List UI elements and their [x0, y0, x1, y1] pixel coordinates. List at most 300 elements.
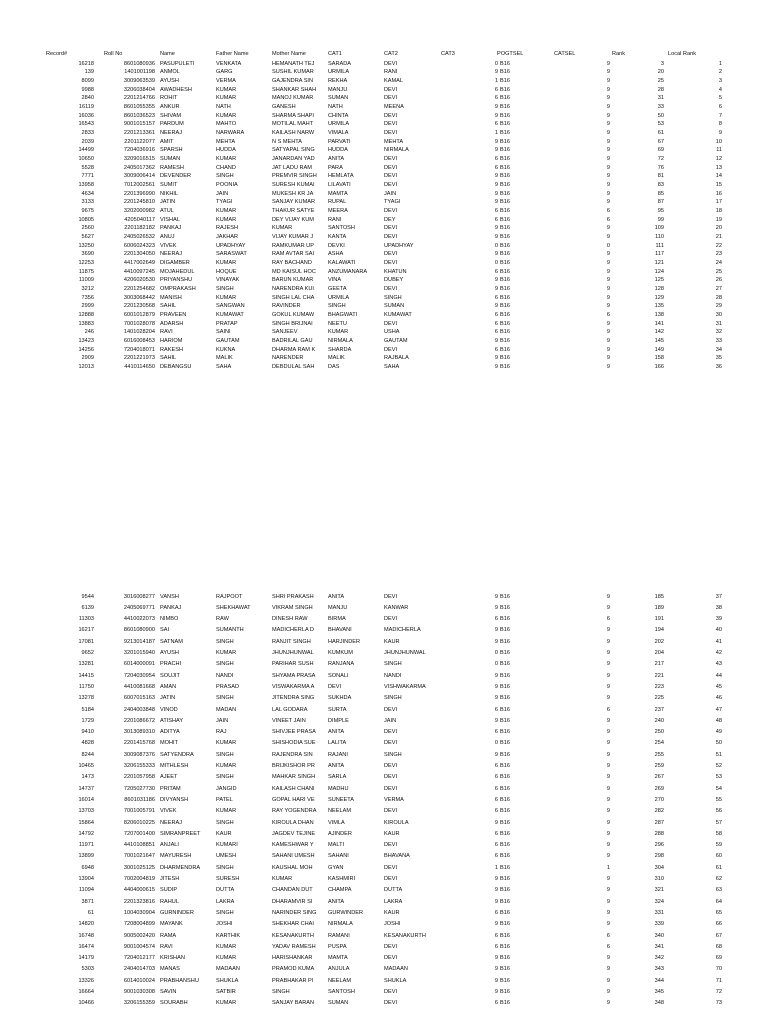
record-cell: 13904 — [78, 876, 94, 882]
cat1-cell: MALIK — [328, 355, 345, 362]
header-name: Name — [160, 51, 175, 57]
table-row — [0, 129, 768, 137]
name-cell: ROHIT — [160, 95, 178, 102]
mother-name-cell: LAL GODARA — [272, 706, 308, 713]
pogtsel-number-cell: 6 — [494, 774, 498, 781]
cat1-cell: ANITA — [328, 729, 345, 736]
pogtsel-number-cell: 9 — [494, 876, 498, 882]
record-cell: 2833 — [81, 129, 94, 136]
rank-cell: 250 — [654, 729, 664, 736]
roll-no-cell: 9005002420 — [123, 932, 155, 939]
name-cell: PRIYANSHU — [160, 277, 193, 284]
pogtsel-code-cell: B16 — [500, 695, 510, 702]
record-cell: 13883 — [78, 320, 94, 327]
name-cell: DIVYANSH — [160, 796, 189, 803]
mother-name-cell: VIKRAM SINGH — [272, 604, 313, 611]
catsel-cell: 9 — [606, 129, 610, 136]
local-rank-cell: 50 — [715, 740, 722, 747]
local-rank-cell: 4 — [718, 86, 722, 93]
roll-no-cell: 4206020530 — [123, 277, 155, 284]
header-roll-no: Roll No — [104, 51, 123, 57]
rank-cell: 194 — [654, 627, 664, 634]
roll-no-cell: 3003068442 — [123, 294, 155, 301]
record-cell: 14737 — [78, 785, 94, 792]
rank-cell: 342 — [654, 955, 664, 962]
pogtsel-number-cell: 0 — [494, 242, 498, 249]
father-name-cell: SHEKHAWAT — [216, 604, 251, 611]
father-name-cell: HUDDA — [216, 147, 236, 154]
pogtsel-number-cell: 9 — [494, 190, 498, 197]
pogtsel-code-cell: B16 — [500, 943, 510, 950]
catsel-cell: 9 — [606, 638, 610, 645]
rank-cell: 25 — [657, 77, 664, 84]
local-rank-cell: 21 — [715, 233, 722, 240]
roll-no-cell: 2201415768 — [123, 740, 155, 747]
pogtsel-number-cell: 0 — [494, 259, 498, 266]
roll-no-cell: 2201304050 — [123, 251, 155, 258]
cat1-cell: KUMAR — [328, 329, 349, 336]
name-cell: SUMAN — [160, 155, 181, 162]
cat2-cell: SUMAN — [384, 303, 405, 310]
pogtsel-number-cell: 9 — [494, 138, 498, 145]
pogtsel-code-cell: B16 — [500, 251, 510, 258]
record-cell: 13423 — [78, 337, 94, 344]
mother-name-cell: MANOJ KUMAR — [272, 95, 314, 102]
local-rank-cell: 39 — [715, 616, 722, 623]
cat2-cell: BHAVANA — [384, 853, 410, 860]
name-cell: VIVEK — [160, 808, 177, 815]
cat1-cell: NEELAM — [328, 977, 352, 984]
rank-cell: 191 — [654, 616, 664, 623]
cat2-cell: KIROULA — [384, 819, 409, 826]
local-rank-cell: 48 — [715, 717, 722, 724]
cat2-cell: GAUTAM — [384, 337, 408, 344]
header-rank: Rank — [612, 51, 626, 57]
cat1-cell: HUDDA — [328, 147, 348, 154]
name-cell: GURNINDER — [160, 909, 194, 916]
table-row — [0, 773, 768, 781]
father-name-cell: POONIA — [216, 181, 238, 188]
catsel-cell: 9 — [606, 785, 610, 792]
mother-name-cell: MUKESH KR JA — [272, 190, 314, 197]
record-cell: 12253 — [78, 259, 94, 266]
pogtsel-code-cell: B16 — [500, 717, 510, 724]
catsel-cell: 9 — [606, 774, 610, 781]
cat1-cell: KASHMIRI — [328, 876, 356, 882]
cat2-cell: DEVI — [384, 808, 398, 815]
table-row — [0, 875, 768, 883]
local-rank-cell: 33 — [715, 337, 722, 344]
name-cell: NIMBO — [160, 616, 179, 623]
roll-no-cell: 8206010225 — [123, 819, 155, 826]
catsel-cell: 9 — [606, 199, 610, 206]
table-row — [0, 354, 768, 362]
father-name-cell: KUMAR — [216, 86, 237, 93]
cat2-cell: DEVI — [384, 740, 398, 747]
cat2-cell: DEVI — [384, 616, 398, 623]
name-cell: PRABHANSHU — [160, 977, 199, 984]
local-rank-cell: 5 — [718, 95, 722, 102]
father-name-cell: RAJ — [216, 729, 227, 736]
rank-cell: 341 — [654, 943, 664, 950]
mother-name-cell: NARENDER — [272, 355, 304, 362]
father-name-cell: SANGWAN — [216, 303, 245, 310]
pogtsel-code-cell: B16 — [500, 337, 510, 344]
rank-cell: 259 — [654, 763, 664, 769]
father-name-cell: VENKATA — [216, 60, 242, 67]
mother-name-cell: MOTILAL MAHT — [272, 121, 314, 128]
local-rank-cell: 26 — [715, 277, 722, 284]
record-cell: 10465 — [78, 763, 94, 769]
local-rank-cell: 51 — [715, 751, 722, 758]
cat2-cell: KAUR — [384, 638, 400, 645]
table-row — [0, 233, 768, 241]
record-cell: 10466 — [78, 1000, 94, 1007]
mother-name-cell: JITENDRA SING — [272, 695, 315, 702]
rank-cell: 3 — [660, 60, 664, 67]
header-record: Record# — [46, 51, 68, 57]
mother-name-cell: PRAMOD KUMA — [272, 966, 315, 973]
local-rank-cell: 27 — [715, 285, 722, 292]
table-row — [0, 886, 768, 894]
cat2-cell: JAIN — [384, 717, 397, 724]
pogtsel-number-cell: 6 — [494, 842, 498, 849]
record-cell: 11971 — [78, 842, 94, 849]
catsel-cell: 9 — [606, 277, 610, 284]
local-rank-cell: 29 — [715, 303, 722, 310]
cat1-cell: NEETU — [328, 320, 347, 327]
mother-name-cell: NARINDER SING — [272, 909, 317, 916]
record-cell: 7771 — [81, 173, 94, 180]
cat1-cell: VINA — [328, 277, 342, 284]
cat1-cell: MALTI — [328, 842, 345, 849]
record-cell: 8244 — [81, 751, 94, 758]
pogtsel-code-cell: B16 — [500, 966, 510, 973]
record-cell: 14415 — [78, 672, 94, 679]
cat2-cell: DEVI — [384, 225, 398, 232]
mother-name-cell: GANESH — [272, 103, 296, 110]
cat2-cell: DEVI — [384, 864, 398, 871]
catsel-cell: 9 — [606, 898, 610, 905]
cat2-cell: VERMA — [384, 796, 404, 803]
cat1-cell: MEERA — [328, 207, 348, 214]
catsel-cell: 9 — [606, 337, 610, 344]
name-cell: AWADHESH — [160, 86, 192, 93]
pogtsel-number-cell: 9 — [494, 627, 498, 634]
table-row — [0, 242, 768, 250]
name-cell: SUDIP — [160, 887, 178, 894]
pogtsel-code-cell: B16 — [500, 830, 510, 837]
record-cell: 5184 — [81, 706, 94, 713]
pogtsel-code-cell: B16 — [500, 706, 510, 713]
local-rank-cell: 60 — [715, 853, 722, 860]
roll-no-cell: 2405017362 — [123, 164, 155, 171]
cat1-cell: ANJULA — [328, 966, 350, 973]
roll-no-cell: 7204012177 — [123, 955, 155, 962]
local-rank-cell: 67 — [715, 932, 722, 939]
pogtsel-code-cell: B16 — [500, 138, 510, 145]
local-rank-cell: 35 — [715, 355, 722, 362]
catsel-cell: 9 — [606, 921, 610, 928]
table-row — [0, 977, 768, 985]
pogtsel-code-cell: B16 — [500, 285, 510, 292]
father-name-cell: KUMARI — [216, 842, 238, 849]
table-row — [0, 68, 768, 76]
roll-no-cell: 2201122077 — [124, 138, 155, 145]
roll-no-cell: 1004030904 — [123, 909, 155, 916]
cat1-cell: GURWINDER — [328, 909, 364, 916]
mother-name-cell: NARENDRA KUI — [272, 285, 314, 292]
pogtsel-number-cell: 6 — [494, 268, 498, 275]
pogtsel-number-cell: 6 — [494, 155, 498, 162]
table-row — [0, 216, 768, 224]
table-row — [0, 706, 768, 714]
name-cell: SHIVAM — [160, 112, 182, 119]
pogtsel-code-cell: B16 — [500, 627, 510, 634]
roll-no-cell: 3001025125 — [123, 864, 155, 871]
cat1-cell: SANTOSH — [328, 989, 355, 995]
record-cell: 2039 — [81, 138, 94, 145]
cat2-cell: DEVI — [384, 785, 398, 792]
rank-cell: 109 — [654, 225, 664, 232]
mother-name-cell: KAMESHWAR Y — [272, 842, 314, 849]
father-name-cell: SATBIR — [216, 989, 236, 995]
cat1-cell: NEELAM — [328, 808, 352, 815]
roll-no-cell: 2201182182 — [124, 225, 155, 232]
catsel-cell: 9 — [606, 876, 610, 882]
cat1-cell: BHAVANI — [328, 627, 352, 634]
name-cell: RAMA — [160, 932, 177, 939]
record-cell: 16119 — [78, 103, 94, 110]
local-rank-cell: 14 — [715, 173, 722, 180]
record-cell: 3212 — [81, 285, 94, 292]
pogtsel-code-cell: B16 — [500, 303, 510, 310]
record-cell: 9410 — [81, 729, 94, 736]
father-name-cell: KUMAR — [216, 112, 237, 119]
cat2-cell: DEVI — [384, 164, 398, 171]
local-rank-cell: 32 — [715, 329, 722, 336]
roll-no-cell: 2201214766 — [123, 95, 155, 102]
catsel-cell: 9 — [606, 955, 610, 962]
father-name-cell: VINAYAK — [216, 277, 240, 284]
pogtsel-code-cell: B16 — [500, 977, 510, 984]
pogtsel-number-cell: 6 — [494, 207, 498, 214]
local-rank-cell: 52 — [715, 763, 722, 769]
local-rank-cell: 17 — [715, 199, 722, 206]
pogtsel-code-cell: B16 — [500, 121, 510, 128]
record-cell: 13278 — [78, 695, 94, 702]
table-row — [0, 864, 768, 872]
mother-name-cell: KUMAR — [272, 876, 293, 882]
catsel-cell: 9 — [606, 989, 610, 995]
roll-no-cell: 9213014187 — [123, 638, 155, 645]
rank-cell: 128 — [654, 285, 664, 292]
pogtsel-number-cell: 9 — [494, 989, 498, 995]
mother-name-cell: SHYAMA PRASA — [272, 672, 316, 679]
pogtsel-code-cell: B16 — [500, 277, 510, 284]
catsel-cell: 9 — [606, 627, 610, 634]
catsel-cell: 9 — [606, 695, 610, 702]
cat2-cell: LAKRA — [384, 898, 403, 905]
record-cell: 6139 — [81, 604, 94, 611]
pogtsel-code-cell: B16 — [500, 808, 510, 815]
cat2-cell: KAMAL — [384, 77, 403, 84]
father-name-cell: SINGH — [216, 864, 234, 871]
father-name-cell: KUMAR — [216, 808, 237, 815]
pogtsel-number-cell: 6 — [494, 932, 498, 939]
name-cell: RAVI — [160, 329, 173, 336]
name-cell: JATIN — [160, 199, 176, 206]
mother-name-cell: SANJEEV — [272, 329, 298, 336]
mother-name-cell: KAILASH NARW — [272, 129, 315, 136]
local-rank-cell: 63 — [715, 887, 722, 894]
name-cell: OMPRAKASH — [160, 285, 196, 292]
catsel-cell: 6 — [606, 207, 610, 214]
pogtsel-code-cell: B16 — [500, 60, 510, 67]
pogtsel-code-cell: B16 — [500, 259, 510, 266]
cat2-cell: DEVI — [384, 129, 398, 136]
local-rank-cell: 71 — [715, 977, 722, 984]
local-rank-cell: 47 — [715, 706, 722, 713]
father-name-cell: VERMA — [216, 77, 236, 84]
pogtsel-code-cell: B16 — [500, 774, 510, 781]
father-name-cell: UPADHYAY — [216, 242, 246, 249]
local-rank-cell: 20 — [715, 225, 722, 232]
catsel-cell: 6 — [606, 311, 610, 318]
cat2-cell: DEVI — [384, 233, 398, 240]
father-name-cell: KUMAR — [216, 943, 237, 950]
rank-cell: 111 — [655, 242, 664, 249]
rank-cell: 117 — [655, 251, 664, 258]
local-rank-cell: 7 — [718, 112, 722, 119]
catsel-cell: 9 — [606, 830, 610, 837]
cat1-cell: MAMTA — [328, 955, 348, 962]
pogtsel-code-cell: B16 — [500, 876, 510, 882]
name-cell: JITESH — [160, 876, 180, 882]
pogtsel-number-cell: 9 — [494, 337, 498, 344]
rank-cell: 141 — [654, 320, 664, 327]
catsel-cell: 9 — [606, 842, 610, 849]
local-rank-cell: 41 — [715, 638, 722, 645]
name-cell: MANISH — [160, 294, 182, 301]
catsel-cell: 9 — [606, 909, 610, 916]
mother-name-cell: N S MEHTA — [272, 138, 303, 145]
pogtsel-code-cell: B16 — [500, 294, 510, 301]
cat2-cell: DUBEY — [384, 277, 404, 284]
name-cell: VINOD — [160, 706, 178, 713]
pogtsel-code-cell: B16 — [500, 616, 510, 623]
roll-no-cell: 8601031186 — [124, 796, 155, 803]
cat2-cell: DEVI — [384, 155, 398, 162]
father-name-cell: SINGH — [216, 774, 234, 781]
father-name-cell: SINGH — [216, 638, 234, 645]
pogtsel-code-cell: B16 — [500, 796, 510, 803]
catsel-cell: 9 — [606, 173, 610, 180]
cat2-cell: DEVI — [384, 593, 398, 600]
roll-no-cell: 6014010024 — [123, 977, 155, 984]
rank-cell: 67 — [657, 138, 664, 145]
catsel-cell: 9 — [606, 593, 610, 600]
header-row — [0, 50, 768, 58]
rank-cell: 72 — [657, 155, 664, 162]
cat1-cell: URMILA — [328, 121, 350, 128]
local-rank-cell: 38 — [715, 604, 722, 611]
catsel-cell: 9 — [606, 661, 610, 668]
name-cell: SAVIN — [160, 989, 177, 995]
roll-no-cell: 2404014703 — [123, 966, 155, 973]
roll-no-cell: 1401028204 — [123, 329, 155, 336]
mother-name-cell: MD KAISUL HOC — [272, 268, 316, 275]
mother-name-cell: PRABHAKAR PI — [272, 977, 314, 984]
roll-no-cell: 2201221973 — [123, 355, 155, 362]
roll-no-cell: 9001015157 — [123, 121, 155, 128]
name-cell: DHARMENDRA — [160, 864, 201, 871]
table-row — [0, 60, 768, 68]
table-row — [0, 920, 768, 928]
cat2-cell: DEVI — [384, 346, 398, 353]
table-row — [0, 112, 768, 120]
mother-name-cell: JAT LADU RAM — [272, 164, 312, 171]
father-name-cell: KUMAR — [216, 216, 237, 223]
rank-cell: 223 — [654, 683, 664, 690]
catsel-cell: 6 — [606, 616, 610, 623]
catsel-cell: 9 — [606, 69, 610, 76]
cat1-cell: SUMAN — [328, 1000, 349, 1007]
name-cell: ANJALI — [160, 842, 179, 849]
roll-no-cell: 7204018071 — [123, 346, 155, 353]
pogtsel-code-cell: B16 — [500, 729, 510, 736]
cat2-cell: DEVI — [384, 842, 398, 849]
pogtsel-number-cell: 9 — [494, 977, 498, 984]
local-rank-cell: 44 — [715, 672, 722, 679]
cat2-cell: DEVI — [384, 112, 398, 119]
cat2-cell: JAIN — [384, 190, 397, 197]
father-name-cell: UMESH — [216, 853, 237, 860]
local-rank-cell: 40 — [715, 627, 722, 634]
name-cell: MAYANK — [160, 921, 183, 928]
roll-no-cell: 2201057958 — [123, 774, 155, 781]
local-rank-cell: 23 — [715, 251, 722, 258]
cat1-cell: VIMLA — [328, 819, 345, 826]
name-cell: SATYENDRA — [160, 751, 194, 758]
cat2-cell: MEENA — [384, 103, 404, 110]
local-rank-cell: 72 — [715, 989, 722, 995]
rank-cell: 110 — [655, 233, 664, 240]
record-cell: 13899 — [78, 853, 94, 860]
mother-name-cell: SHIVJEE PRASA — [272, 729, 316, 736]
pogtsel-number-cell: 9 — [494, 898, 498, 905]
rank-cell: 310 — [654, 876, 664, 882]
mother-name-cell: SHARMA SHAPI — [272, 112, 314, 119]
cat1-cell: VIMALA — [328, 129, 349, 136]
catsel-cell: 9 — [606, 95, 610, 102]
record-cell: 9988 — [81, 86, 94, 93]
pogtsel-number-cell: 6 — [494, 763, 498, 769]
mother-name-cell: BADRILAL GAU — [272, 337, 313, 344]
name-cell: PRAVEEN — [160, 311, 187, 318]
cat1-cell: PUSPA — [328, 943, 347, 950]
local-rank-cell: 28 — [715, 294, 722, 301]
catsel-cell: 9 — [606, 285, 610, 292]
rank-cell: 237 — [654, 706, 664, 713]
rank-cell: 33 — [657, 103, 664, 110]
cat2-cell: KANWAR — [384, 604, 409, 611]
cat1-cell: BHAGWATI — [328, 311, 358, 318]
cat2-cell: DEVI — [384, 173, 398, 180]
name-cell: AYUSH — [160, 77, 179, 84]
record-cell: 8099 — [81, 77, 94, 84]
table-row — [0, 694, 768, 702]
